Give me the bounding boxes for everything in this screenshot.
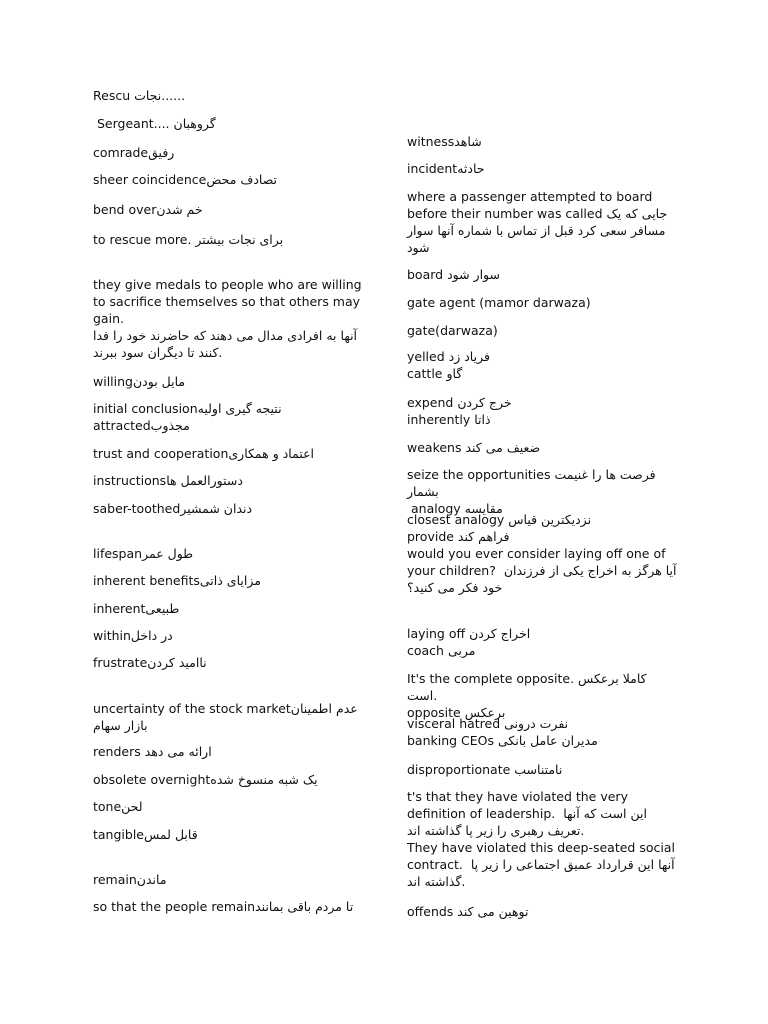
vocab-entry: bend overخم شدن [93, 202, 203, 217]
vocab-entry: inherentطبیعی [93, 601, 180, 616]
vocab-entry: expend خرج کردن inherently ذاتا [407, 395, 512, 427]
vocab-entry: uncertainty of the stock marketعدم اطمینان بازار سهام [93, 701, 362, 733]
vocab-entry: frustrateناامید کردن [93, 655, 207, 670]
vocab-entry: sheer coincidenceتصادف محض [93, 172, 278, 187]
vocab-entry: weakens ضعیف می کند [407, 440, 541, 455]
vocab-entry: yelled فریاد زد cattle گاو [407, 349, 490, 381]
vocab-entry: Sergeant.... گروهبان [93, 116, 216, 131]
vocab-entry: witnessشاهد [407, 134, 482, 149]
vocab-entry: t's that they have violated the very definition of leadership. این است که آنها تعریف رهبری را زیر پا گذاشته اند. They have violated this deep-seated social contract. آنها این قرارداد عمیق اجتماعی را زیر پا گذاشته اند. [407, 789, 675, 889]
vocab-entry: withinدر داخل [93, 628, 173, 643]
vocab-entry: where a passenger attempted to board before their number was called جایی که یک مسافر سعی کرد قبل از تماس با شماره آنها سوار شود [407, 189, 672, 255]
vocab-entry: willingمایل بودن [93, 374, 186, 389]
vocab-entry: laying off اخراج کردن coach مربی [407, 626, 531, 658]
vocab-entry: they give medals to people who are willing to sacrifice themselves so that others may gain. آنها به افرادی مدال می دهند که حاضرند خود را فدا کنند تا دیگران سود ببرند. [93, 277, 362, 360]
vocab-entry: renders ارائه می دهد [93, 744, 212, 759]
vocab-entry: toneلحن [93, 799, 143, 814]
vocab-entry: trust and cooperationاعتماد و همکاری [93, 446, 315, 461]
vocab-entry: seize the opportunities فرصت ها را غنیمت بشمار analogy مقایسه [407, 467, 656, 516]
vocab-entry: gate(darwaza) [407, 323, 498, 338]
vocab-entry: disproportionate نامتناسب [407, 762, 563, 777]
vocab-entry: instructionsدستورالعمل ها [93, 473, 243, 488]
vocab-entry: to rescue more. برای نجات بیشتر [93, 232, 284, 247]
vocab-entry: closest analogy نزدیکترین قیاس provide فراهم کند would you ever consider laying off one of your children? آیا هرگز به اخراج یکی از فرزندان خود فکر می کنید؟ [407, 512, 677, 595]
vocab-entry: obsolete overnightیک شبه منسوخ شده [93, 772, 318, 787]
vocab-entry: lifespanطول عمر [93, 546, 194, 561]
vocab-entry: initial conclusionنتیجه گیری اولیه attractedمجذوب [93, 401, 282, 433]
vocab-entry: It's the complete opposite. کاملا برعکس است. opposite برعکس [407, 671, 647, 720]
vocab-entry: incidentحادثه [407, 161, 485, 176]
vocab-entry: board سوار شود [407, 267, 500, 282]
vocab-entry: Rescu نجات...... [93, 88, 186, 103]
vocab-entry: saber-toothedدندان شمشیر [93, 501, 253, 516]
vocab-entry: inherent benefitsمزایای ذاتی [93, 573, 261, 588]
vocab-entry: remainماندن [93, 872, 167, 887]
vocab-entry: offends توهین می کند [407, 904, 529, 919]
vocab-entry: visceral hatred نفرت درونی banking CEOs مدیران عامل بانکی [407, 716, 598, 748]
vocab-entry: tangibleقابل لمس [93, 827, 198, 842]
vocab-entry: so that the people remainتا مردم باقی بمانند [93, 899, 354, 914]
vocab-entry: comradeرفیق [93, 145, 175, 160]
vocab-entry: gate agent (mamor darwaza) [407, 295, 591, 310]
